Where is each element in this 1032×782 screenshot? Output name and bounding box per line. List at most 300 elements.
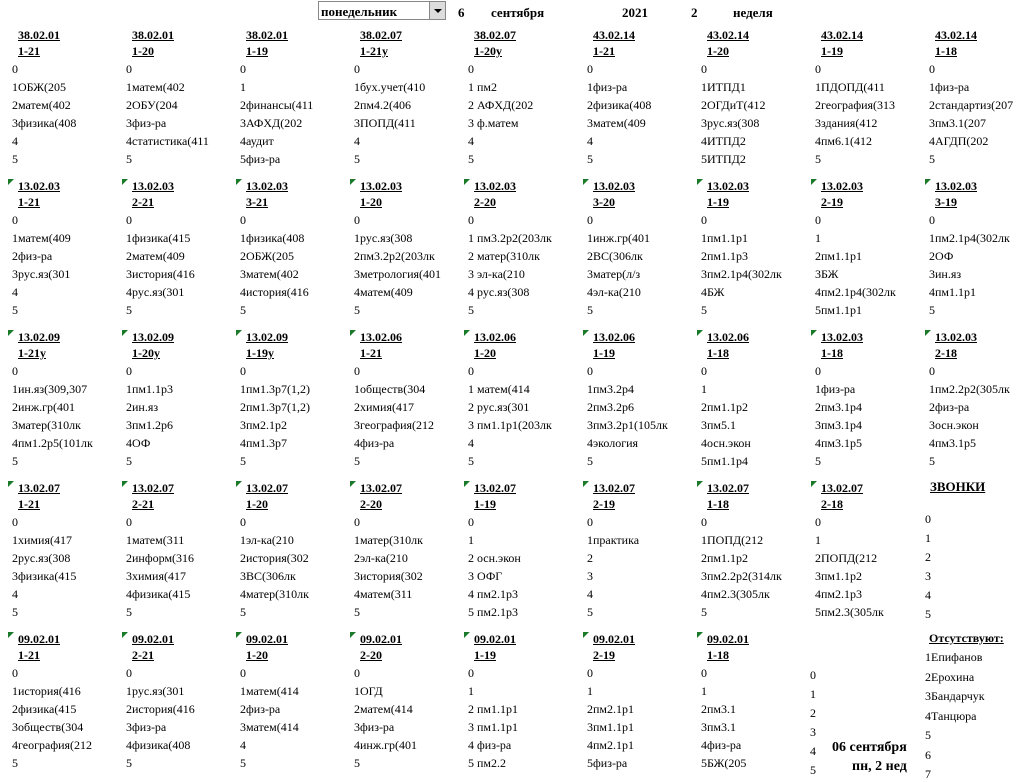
- week-label: неделя: [733, 5, 773, 20]
- bells-title: ЗВОНКИ: [930, 479, 986, 494]
- comment-mark-icon: [464, 481, 470, 487]
- lesson-line: 0: [126, 515, 132, 529]
- lesson-line: 4ОФ: [126, 436, 151, 450]
- lesson-line: 5: [354, 152, 360, 166]
- group-name: 2-18: [935, 346, 957, 360]
- lesson-line: 2физика(415: [12, 702, 77, 716]
- comment-mark-icon: [583, 179, 589, 185]
- specialty-code: 13.02.07: [18, 481, 60, 495]
- group-cell: [463, 28, 577, 178]
- lesson-line: 0: [701, 213, 707, 227]
- group-cell: [810, 179, 924, 329]
- lesson-line: 4 рус.яз(308: [468, 285, 530, 299]
- lesson-line: 5: [929, 303, 935, 317]
- group-name: 1-21: [18, 497, 40, 511]
- group-name: 1-19: [593, 346, 615, 360]
- lesson-line: 5БЖ(205: [701, 756, 747, 770]
- group-name: 1-20: [132, 44, 154, 58]
- group-name: 1-21: [18, 44, 40, 58]
- lesson-line: 1матем(409: [12, 231, 71, 245]
- comment-mark-icon: [697, 179, 703, 185]
- lesson-line: 0: [354, 213, 360, 227]
- lesson-line: 4ИТПД2: [701, 134, 746, 148]
- lesson-line: 4история(416: [240, 285, 309, 299]
- comment-mark-icon: [122, 481, 128, 487]
- lesson-line: 4 физ-ра: [468, 738, 512, 752]
- group-name: 1-18: [707, 346, 729, 360]
- lesson-line: 3рус.яз(308: [701, 116, 760, 130]
- chevron-down-icon[interactable]: [429, 2, 445, 19]
- lesson-line: 2информ(316: [126, 551, 195, 565]
- specialty-code: 13.02.07: [593, 481, 635, 495]
- lesson-line: 4пм3.1р5: [929, 436, 977, 450]
- lesson-line: 1: [468, 684, 474, 698]
- lesson-line: 5: [354, 454, 360, 468]
- lesson-line: 1пм3.2р4: [587, 382, 635, 396]
- lesson-line: 4пм2.1р1: [587, 738, 635, 752]
- specialty-code: 13.02.03: [821, 179, 863, 193]
- lesson-line: 1матем(414: [240, 684, 299, 698]
- group-cell: [7, 179, 121, 329]
- date-day: 6: [458, 5, 465, 20]
- lesson-line: 2 пм1.1р1: [468, 702, 519, 716]
- lesson-number: 4: [810, 744, 816, 758]
- lesson-line: 2матем(414: [354, 702, 413, 716]
- lesson-line: 3пм5.1: [701, 418, 737, 432]
- lesson-line: 3физ-ра: [126, 116, 167, 130]
- lesson-line: 1пм1.1р1: [701, 231, 749, 245]
- comment-mark-icon: [350, 481, 356, 487]
- lesson-line: 5: [12, 152, 18, 166]
- lesson-line: 2 осн.экон: [468, 551, 521, 565]
- group-cell: [349, 179, 463, 329]
- lesson-line: 1: [815, 533, 821, 547]
- comment-mark-icon: [8, 330, 14, 336]
- group-cell: [924, 179, 1032, 329]
- lesson-number: 1: [810, 687, 816, 701]
- lesson-line: 3пм3.1р4: [815, 418, 863, 432]
- lesson-line: 3физ-ра: [126, 720, 167, 734]
- group-cell: [349, 481, 463, 631]
- lesson-line: 2: [587, 551, 593, 565]
- lesson-line: 1 матем(414: [468, 382, 530, 396]
- lesson-line: 2ОГДиТ(412: [701, 98, 766, 112]
- group-cell: [7, 481, 121, 631]
- lesson-line: 2пм1.3р7(1,2): [240, 400, 311, 414]
- lesson-line: 3пм1.1р2: [815, 569, 863, 583]
- lesson-line: 1: [468, 533, 474, 547]
- lesson-line: 4инж.гр(401: [354, 738, 418, 752]
- specialty-code: 43.02.14: [593, 28, 635, 42]
- group-name: 1-21: [360, 346, 382, 360]
- lesson-line: 5: [12, 454, 18, 468]
- group-cell: [235, 632, 349, 782]
- lesson-line: 2инж.гр(401: [12, 400, 76, 414]
- lesson-line: 2ОБЖ(205: [240, 249, 295, 263]
- comment-mark-icon: [8, 481, 14, 487]
- lesson-line: 5: [354, 605, 360, 619]
- specialty-code: 13.02.03: [18, 179, 60, 193]
- specialty-code: 13.02.07: [821, 481, 863, 495]
- lesson-line: 2физика(408: [587, 98, 652, 112]
- specialty-code: 13.02.09: [246, 330, 288, 344]
- lesson-line: 3физ-ра: [354, 720, 395, 734]
- lesson-line: 5ИТПД2: [701, 152, 746, 166]
- lesson-line: 0: [815, 364, 821, 378]
- lesson-line: 5: [815, 454, 821, 468]
- lesson-line: 5пм1.1р1: [815, 303, 863, 317]
- month: сентября: [491, 5, 545, 20]
- lesson-line: 1ОБЖ(205: [12, 80, 67, 94]
- lesson-line: 2матем(402: [12, 98, 71, 112]
- group-cell: [235, 28, 349, 178]
- lesson-line: 5: [126, 454, 132, 468]
- lesson-line: 2пм1.1р2: [701, 551, 749, 565]
- lesson-line: 4пм2.1р4(302лк: [815, 285, 896, 299]
- lesson-line: 0: [815, 62, 821, 76]
- lesson-line: 3матем(409: [587, 116, 646, 130]
- lesson-line: 5: [240, 454, 246, 468]
- lesson-line: 5: [126, 605, 132, 619]
- lesson-line: 1пм2.1р4(302лк: [929, 231, 1010, 245]
- lesson-line: 5: [12, 303, 18, 317]
- comment-mark-icon: [697, 330, 703, 336]
- comment-mark-icon: [122, 632, 128, 638]
- specialty-code: 38.02.07: [474, 28, 516, 42]
- lesson-line: 2финансы(411: [240, 98, 314, 112]
- specialty-code: 43.02.14: [707, 28, 749, 42]
- group-cell: [463, 179, 577, 329]
- lesson-number: 2: [810, 706, 816, 720]
- specialty-code: 38.02.07: [360, 28, 402, 42]
- specialty-code: 09.02.01: [132, 632, 174, 646]
- comment-mark-icon: [350, 179, 356, 185]
- group-name: 1-19: [821, 44, 843, 58]
- group-cell: [924, 330, 1032, 480]
- comment-mark-icon: [583, 330, 589, 336]
- lesson-line: 1физ-ра: [929, 80, 970, 94]
- comment-mark-icon: [697, 481, 703, 487]
- lesson-line: 1практика: [587, 533, 640, 547]
- lesson-line: 1матем(311: [126, 533, 185, 547]
- specialty-code: 13.02.07: [707, 481, 749, 495]
- comment-mark-icon: [236, 179, 242, 185]
- specialty-code: 09.02.01: [707, 632, 749, 646]
- lesson-line: 1: [701, 382, 707, 396]
- lesson-line: 4: [354, 134, 360, 148]
- comment-mark-icon: [811, 179, 817, 185]
- specialty-code: 13.02.03: [707, 179, 749, 193]
- group-cell: [810, 330, 924, 480]
- lesson-line: 3обществ(304: [12, 720, 84, 734]
- lesson-line: 5: [701, 605, 707, 619]
- lesson-line: 0: [929, 364, 935, 378]
- lesson-line: 5: [240, 303, 246, 317]
- lesson-line: 1: [240, 80, 246, 94]
- group-cell: [696, 330, 810, 480]
- group-name: 2-21: [132, 497, 154, 511]
- specialty-code: 13.02.07: [360, 481, 402, 495]
- lesson-line: 0: [815, 213, 821, 227]
- comment-mark-icon: [122, 179, 128, 185]
- absent-student: 5: [925, 728, 931, 742]
- lesson-line: 3пм1.2р6: [126, 418, 174, 432]
- specialty-code: 13.02.03: [935, 330, 977, 344]
- group-name: 1-20у: [132, 346, 160, 360]
- group-name: 1-21у: [18, 346, 46, 360]
- group-name: 1-19: [707, 195, 729, 209]
- bell-number: 5: [925, 607, 931, 621]
- date-sub: пн, 2 нед: [852, 759, 907, 774]
- lesson-line: 1физ-ра: [587, 80, 628, 94]
- lesson-line: 2ПОПД(212: [815, 551, 878, 565]
- lesson-line: 4физика(408: [126, 738, 191, 752]
- specialty-code: 38.02.01: [132, 28, 174, 42]
- absent-student: 4Танцюра: [925, 708, 977, 723]
- lesson-line: 3 пм1.1р1: [468, 720, 519, 734]
- comment-mark-icon: [464, 179, 470, 185]
- lesson-line: 5: [126, 756, 132, 770]
- group-cell: [463, 632, 577, 782]
- lesson-line: 1физика(408: [240, 231, 305, 245]
- lesson-line: 0: [126, 666, 132, 680]
- lesson-line: 2пм3.2р6: [587, 400, 635, 414]
- group-cell: [582, 481, 696, 631]
- lesson-line: 5: [587, 152, 593, 166]
- lesson-line: 2физ-ра: [12, 249, 53, 263]
- lesson-line: 3матер(310лк: [12, 418, 81, 432]
- lesson-line: 0: [587, 62, 593, 76]
- lesson-line: 1эл-ка(210: [240, 533, 294, 547]
- year: 2021: [622, 5, 648, 20]
- lesson-line: 1: [815, 231, 821, 245]
- lesson-line: 3БЖ: [815, 267, 839, 281]
- specialty-code: 13.02.03: [246, 179, 288, 193]
- bell-number: 0: [925, 512, 931, 526]
- group-name: 1-21у: [360, 44, 388, 58]
- specialty-code: 13.02.03: [474, 179, 516, 193]
- lesson-line: 4пм1.3р7: [240, 436, 288, 450]
- lesson-line: 5пм2.3(305лк: [815, 605, 884, 619]
- comment-mark-icon: [464, 632, 470, 638]
- lesson-line: 3ПОПД(411: [354, 116, 416, 130]
- lesson-line: 2пм3.1: [701, 702, 737, 716]
- lesson-line: 0: [126, 364, 132, 378]
- group-name: 1-21: [18, 195, 40, 209]
- lesson-line: 3ВС(306лк: [240, 569, 296, 583]
- specialty-code: 13.02.06: [474, 330, 516, 344]
- comment-mark-icon: [350, 330, 356, 336]
- lesson-line: 4: [12, 285, 18, 299]
- group-name: 1-20: [707, 44, 729, 58]
- comment-mark-icon: [583, 632, 589, 638]
- comment-mark-icon: [236, 481, 242, 487]
- lesson-line: 4экология: [587, 436, 639, 450]
- lesson-line: 2пм1.1р1: [815, 249, 863, 263]
- lesson-line: 4пм1.1р1: [929, 285, 977, 299]
- group-cell: [696, 28, 810, 178]
- lesson-line: 1физика(415: [126, 231, 191, 245]
- lesson-line: 4аудит: [240, 134, 274, 148]
- group-cell: [235, 179, 349, 329]
- lesson-line: 0: [240, 515, 246, 529]
- lesson-line: 5: [587, 605, 593, 619]
- lesson-line: 0: [929, 62, 935, 76]
- lesson-line: 0: [240, 213, 246, 227]
- lesson-line: 1ПОПД(212: [701, 533, 764, 547]
- specialty-code: 43.02.14: [935, 28, 977, 42]
- lesson-line: 2эл-ка(210: [354, 551, 408, 565]
- lesson-line: 4статистика(411: [126, 134, 209, 148]
- lesson-line: 0: [468, 515, 474, 529]
- lesson-line: 5 пм2.2: [468, 756, 507, 770]
- group-cell: [121, 179, 235, 329]
- lesson-line: 3пм3.1: [701, 720, 737, 734]
- lesson-line: 0: [701, 364, 707, 378]
- lesson-line: 1история(416: [12, 684, 81, 698]
- lesson-line: 0: [587, 364, 593, 378]
- lesson-line: 5: [12, 756, 18, 770]
- group-cell: [121, 330, 235, 480]
- lesson-line: 0: [587, 666, 593, 680]
- lesson-line: 3матем(414: [240, 720, 299, 734]
- specialty-code: 13.02.07: [474, 481, 516, 495]
- lesson-line: 4физ-ра: [701, 738, 742, 752]
- group-name: 1-21: [593, 44, 615, 58]
- absent-student: 2Ерохина: [925, 669, 975, 684]
- bell-number: 2: [925, 550, 931, 564]
- lesson-line: 0: [12, 666, 18, 680]
- lesson-line: 3осн.экон: [929, 418, 979, 432]
- lesson-line: 2пм3.1р4: [815, 400, 863, 414]
- lesson-line: 1пм1.1р3: [126, 382, 174, 396]
- lesson-line: 4: [468, 134, 474, 148]
- lesson-line: 2пм1.1р3: [701, 249, 749, 263]
- group-cell: [7, 632, 121, 782]
- lesson-line: 1 пм3.2р2(203лк: [468, 231, 552, 245]
- group-cell: [810, 481, 924, 631]
- lesson-line: 1: [701, 684, 707, 698]
- group-name: 1-18: [707, 648, 729, 662]
- lesson-line: 4 пм2.1р3: [468, 587, 519, 601]
- group-cell: [810, 28, 924, 178]
- lesson-line: 2ВС(306лк: [587, 249, 643, 263]
- specialty-code: 13.02.03: [132, 179, 174, 193]
- lesson-line: 3матер(л/з: [587, 267, 641, 281]
- group-cell: [121, 481, 235, 631]
- lesson-line: 4пм2.1р3: [815, 587, 863, 601]
- lesson-line: 2ОФ: [929, 249, 954, 263]
- group-name: 3-21: [246, 195, 268, 209]
- lesson-line: 4пм1.2р5(101лк: [12, 436, 93, 450]
- group-cell: [582, 28, 696, 178]
- lesson-line: 3история(416: [126, 267, 195, 281]
- absent-student: 3Бандарчук: [925, 689, 985, 703]
- lesson-line: 3 эл-ка(210: [468, 267, 525, 281]
- lesson-line: 2ОБУ(204: [126, 98, 178, 112]
- specialty-code: 13.02.03: [821, 330, 863, 344]
- lesson-line: 1бух.учет(410: [354, 80, 426, 94]
- group-cell: [7, 28, 121, 178]
- lesson-line: 4: [468, 436, 474, 450]
- comment-mark-icon: [122, 330, 128, 336]
- lesson-line: 2стандартиз(207: [929, 98, 1014, 112]
- group-name: 1-19: [246, 44, 268, 58]
- lesson-line: 2география(313: [815, 98, 896, 112]
- lesson-line: 0: [354, 515, 360, 529]
- group-cell: [463, 330, 577, 480]
- week-number: 2: [691, 5, 698, 20]
- lesson-line: 5: [587, 303, 593, 317]
- specialty-code: 09.02.01: [593, 632, 635, 646]
- lesson-line: 0: [354, 666, 360, 680]
- group-cell: [235, 330, 349, 480]
- group-cell: [696, 179, 810, 329]
- lesson-line: 1пм1.3р7(1,2): [240, 382, 311, 396]
- group-name: 1-18: [935, 44, 957, 58]
- lesson-line: 3физика(415: [12, 569, 77, 583]
- lesson-line: 1 пм2: [468, 80, 498, 94]
- lesson-line: 3здания(412: [815, 116, 878, 130]
- comment-mark-icon: [811, 330, 817, 336]
- lesson-line: 0: [12, 364, 18, 378]
- lesson-line: 0: [468, 62, 474, 76]
- lesson-line: 3 ф.матем: [468, 116, 519, 130]
- lesson-line: 1рус.яз(308: [354, 231, 413, 245]
- lesson-line: 1: [587, 684, 593, 698]
- lesson-line: 1физ-ра: [815, 382, 856, 396]
- group-cell: [235, 481, 349, 631]
- day-select[interactable]: [318, 1, 446, 20]
- lesson-line: 5: [240, 605, 246, 619]
- lesson-line: 5: [126, 303, 132, 317]
- comment-mark-icon: [350, 632, 356, 638]
- specialty-code: 43.02.14: [821, 28, 863, 42]
- lesson-line: 2пм3.2р2(203лк: [354, 249, 435, 263]
- lesson-line: 0: [815, 515, 821, 529]
- lesson-line: 0: [240, 364, 246, 378]
- group-name: 1-21: [18, 648, 40, 662]
- lesson-line: 0: [929, 213, 935, 227]
- lesson-line: 4матем(311: [354, 587, 413, 601]
- specialty-code: 09.02.01: [246, 632, 288, 646]
- bell-number: 1: [925, 531, 931, 545]
- group-cell: [582, 632, 696, 782]
- lesson-line: 1матем(402: [126, 80, 185, 94]
- lesson-line: 3география(212: [354, 418, 435, 432]
- absent-student: 1Епифанов: [925, 650, 983, 664]
- comment-mark-icon: [583, 481, 589, 487]
- lesson-line: 4: [587, 587, 593, 601]
- group-name: 1-19: [474, 648, 496, 662]
- specialty-code: 13.02.03: [593, 179, 635, 193]
- lesson-line: 4география(212: [12, 738, 93, 752]
- specialty-code: 13.02.06: [360, 330, 402, 344]
- group-name: 2-20: [360, 648, 382, 662]
- lesson-line: 3АФХД(202: [240, 116, 303, 130]
- lesson-line: 3рус.яз(301: [12, 267, 71, 281]
- lesson-line: 3 ОФГ: [468, 569, 503, 583]
- lesson-line: 3 пм1.1р1(203лк: [468, 418, 552, 432]
- lesson-line: 3физика(408: [12, 116, 77, 130]
- group-name: 1-20: [246, 648, 268, 662]
- lesson-line: 0: [126, 213, 132, 227]
- comment-mark-icon: [464, 330, 470, 336]
- lesson-line: 0: [587, 515, 593, 529]
- lesson-line: 3ин.яз: [929, 267, 962, 281]
- lesson-line: 3пм2.2р2(314лк: [701, 569, 782, 583]
- group-name: 1-19у: [246, 346, 274, 360]
